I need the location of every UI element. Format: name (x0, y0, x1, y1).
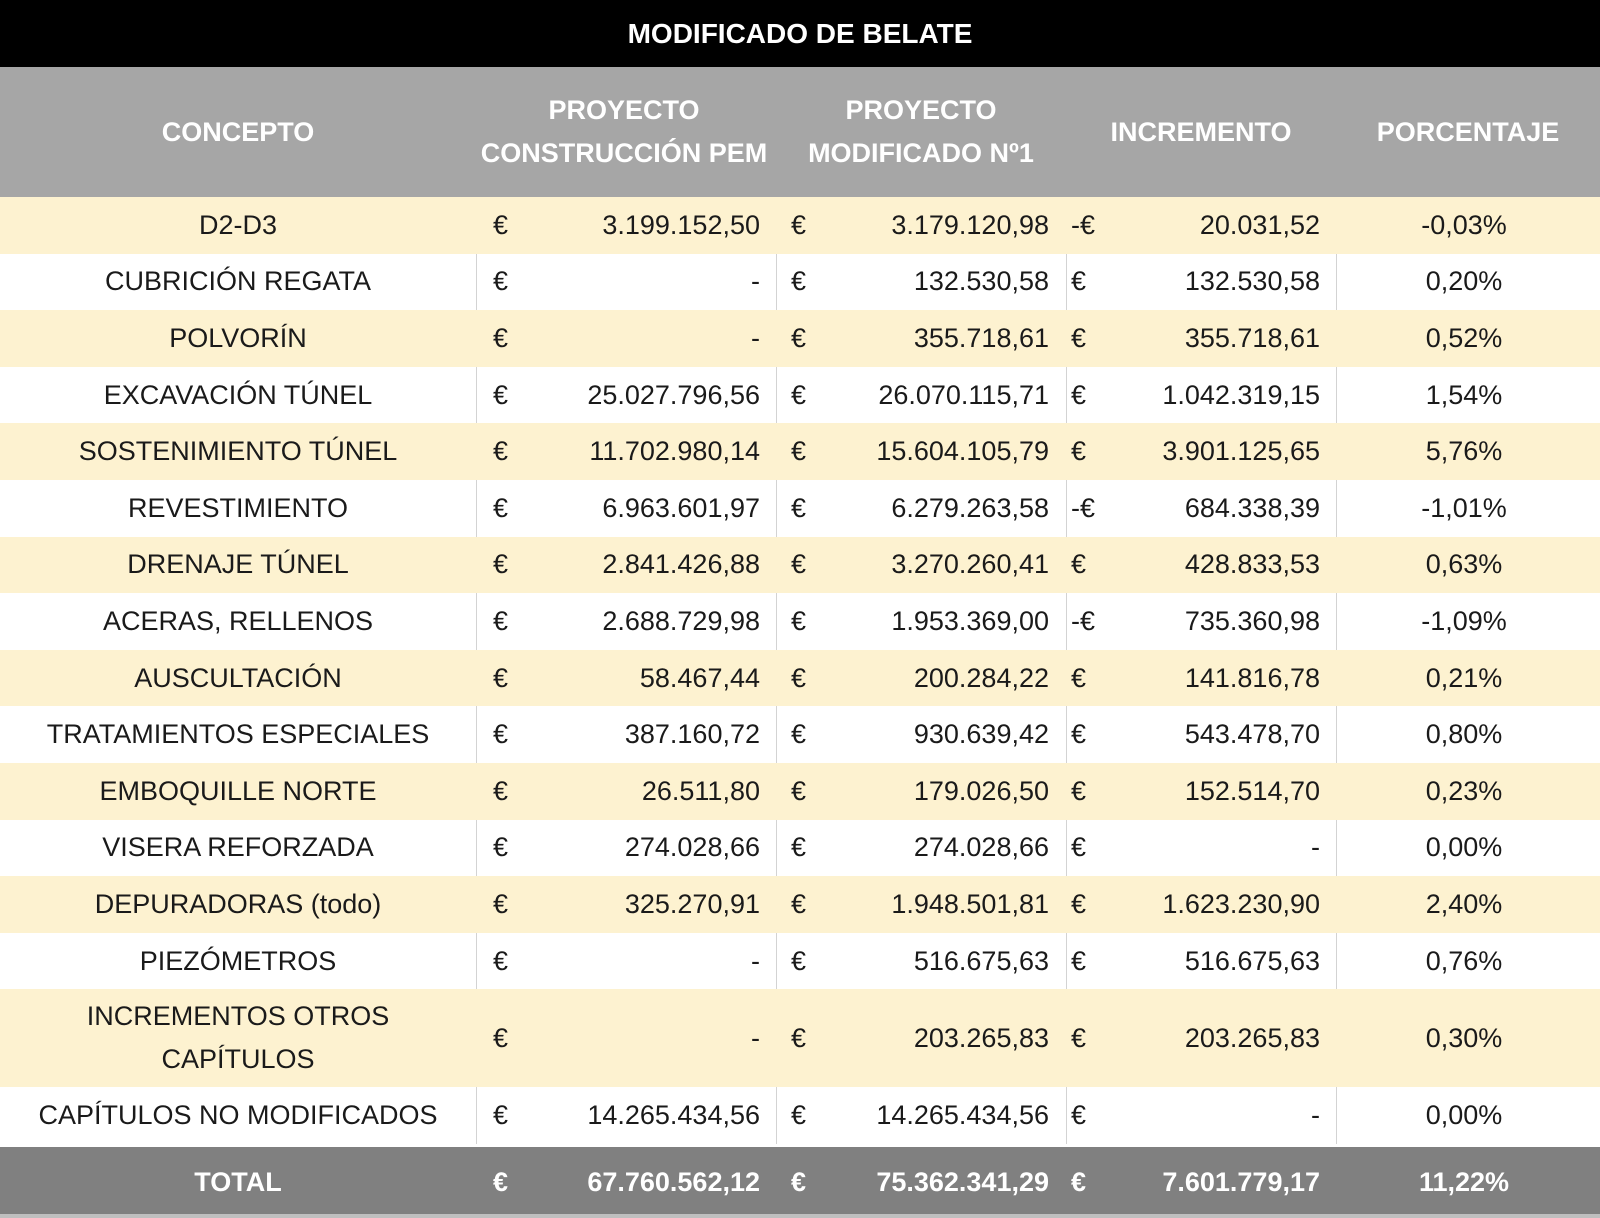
pem-value-cell: 26.511,80 (641, 775, 760, 806)
column-divider (776, 480, 777, 537)
total-currency-pem: € (493, 1167, 509, 1197)
total-mod-value: 75.362.341,29 (876, 1167, 1049, 1197)
currency-inc-cell: -€ (1071, 209, 1096, 240)
column-divider (1066, 706, 1067, 763)
pct-value-cell: 0,80% (1425, 719, 1503, 750)
header-mod-line2: MODIFICADO Nº1 (808, 138, 1034, 168)
total-pem-value: 67.760.562,12 (587, 1167, 760, 1197)
mod-value-cell: 930.639,42 (913, 719, 1049, 750)
bottom-border (0, 1214, 1600, 1218)
mod-value-cell: 203.265,83 (913, 1022, 1049, 1053)
column-divider (1066, 480, 1067, 537)
concepto-cell: DRENAJE TÚNEL (127, 549, 349, 580)
header-proyecto-modificado (776, 67, 1066, 197)
pem-value-cell: 2.688.729,98 (602, 605, 760, 636)
table-row (0, 876, 1600, 933)
column-divider (1066, 593, 1067, 650)
concepto-cell: VISERA REFORZADA (102, 832, 374, 863)
pem-value-cell: 3.199.152,50 (602, 209, 760, 240)
currency-pem-cell: € (493, 888, 509, 919)
table-row (0, 310, 1600, 367)
pct-value-cell: 0,63% (1425, 549, 1503, 580)
total-pct-value: 11,22% (1418, 1167, 1510, 1197)
currency-inc-cell: € (1071, 888, 1087, 919)
header-proyecto-construccion (476, 67, 772, 197)
pct-value-cell: 0,76% (1425, 945, 1503, 976)
column-divider (476, 933, 477, 990)
table-row (0, 706, 1600, 763)
table-row (0, 367, 1600, 424)
mod-value-cell: 6.279.263,58 (891, 492, 1049, 523)
pem-value-cell: 11.702.980,14 (589, 436, 760, 467)
table-row (0, 1087, 1600, 1144)
concepto-cell: PIEZÓMETROS (139, 945, 337, 976)
total-row (0, 1147, 1600, 1218)
mod-value-cell: 1.953.369,00 (891, 605, 1049, 636)
currency-inc-cell: € (1071, 662, 1087, 693)
currency-pem-cell: € (493, 549, 509, 580)
header-mod-line1: PROYECTO (845, 95, 997, 125)
pct-value-cell: 5,76% (1425, 436, 1503, 467)
pem-value-cell: 25.027.796,56 (587, 379, 760, 410)
currency-inc-cell: € (1071, 549, 1087, 580)
currency-inc-cell: € (1071, 1100, 1087, 1131)
currency-mod-cell: € (791, 379, 807, 410)
inc-value-cell: 203.265,83 (1184, 1022, 1320, 1053)
table-row (0, 254, 1600, 311)
column-divider (776, 820, 777, 877)
currency-pem-cell: € (493, 379, 509, 410)
mod-value-cell: 1.948.501,81 (891, 888, 1049, 919)
pct-value-cell: 0,52% (1425, 322, 1503, 353)
column-divider (776, 593, 777, 650)
pct-value-cell: 2,40% (1425, 888, 1503, 919)
table-row (0, 650, 1600, 707)
column-divider (476, 820, 477, 877)
concepto-cell: CAPÍTULOS NO MODIFICADOS (38, 1100, 438, 1131)
inc-value-cell: 132.530,58 (1184, 266, 1320, 297)
concepto-cell: POLVORÍN (169, 322, 307, 353)
table-row (0, 593, 1600, 650)
currency-inc-cell: € (1071, 379, 1087, 410)
pct-value-cell: -1,09% (1421, 605, 1507, 636)
mod-value-cell: 3.270.260,41 (891, 549, 1049, 580)
currency-pem-cell: € (493, 436, 509, 467)
pem-value-cell: 325.270,91 (624, 888, 760, 919)
column-divider (776, 367, 777, 424)
total-inc-value: 7.601.779,17 (1162, 1167, 1320, 1197)
pem-value-cell: 274.028,66 (624, 832, 760, 863)
table-row (0, 423, 1600, 480)
inc-value-cell: 3.901.125,65 (1162, 436, 1320, 467)
currency-inc-cell: -€ (1071, 492, 1096, 523)
pem-value-cell: 2.841.426,88 (602, 549, 760, 580)
currency-inc-cell: € (1071, 436, 1087, 467)
currency-mod-cell: € (791, 266, 807, 297)
inc-value-cell: 152.514,70 (1184, 775, 1320, 806)
column-divider (476, 1087, 477, 1144)
table-row (0, 820, 1600, 877)
currency-inc-cell: € (1071, 719, 1087, 750)
table-row (0, 480, 1600, 537)
currency-pem-cell: € (493, 945, 509, 976)
currency-mod-cell: € (791, 549, 807, 580)
inc-value-cell: 20.031,52 (1199, 209, 1320, 240)
pem-value-cell: - (751, 266, 760, 297)
concepto-cell: DEPURADORAS (todo) (94, 888, 382, 919)
column-divider (776, 1087, 777, 1144)
currency-inc-cell: € (1071, 322, 1087, 353)
inc-value-cell: 1.623.230,90 (1162, 888, 1320, 919)
currency-pem-cell: € (493, 832, 509, 863)
concepto-cell: D2-D3 (198, 209, 278, 240)
total-currency-mod: € (791, 1167, 807, 1197)
currency-pem-cell: € (493, 605, 509, 636)
column-divider (476, 480, 477, 537)
currency-pem-cell: € (493, 322, 509, 353)
currency-pem-cell: € (493, 775, 509, 806)
total-currency-inc: € (1071, 1167, 1087, 1197)
table-row (0, 989, 1600, 1087)
header-incremento: INCREMENTO (1110, 116, 1292, 147)
concepto-cell: CUBRICIÓN REGATA (104, 266, 372, 297)
currency-pem-cell: € (493, 1100, 509, 1131)
pct-value-cell: 0,30% (1425, 1022, 1503, 1053)
mod-value-cell: 179.026,50 (913, 775, 1049, 806)
currency-pem-cell: € (493, 662, 509, 693)
column-divider (476, 254, 477, 311)
table-title: MODIFICADO DE BELATE (0, 0, 1600, 67)
inc-value-cell: 141.816,78 (1184, 662, 1320, 693)
concepto-cell: EMBOQUILLE NORTE (99, 775, 377, 806)
currency-inc-cell: € (1071, 775, 1087, 806)
currency-inc-cell: € (1071, 266, 1087, 297)
column-divider (1066, 367, 1067, 424)
mod-value-cell: 200.284,22 (913, 662, 1049, 693)
pct-value-cell: 0,20% (1425, 266, 1503, 297)
pct-value-cell: 0,00% (1425, 832, 1503, 863)
column-divider (476, 367, 477, 424)
pem-value-cell: 58.467,44 (639, 662, 760, 693)
pct-value-cell: 1,54% (1425, 379, 1503, 410)
currency-mod-cell: € (791, 492, 807, 523)
pct-value-cell: 0,21% (1425, 662, 1503, 693)
concepto-cell: TRATAMIENTOS ESPECIALES (46, 719, 430, 750)
currency-pem-cell: € (493, 209, 509, 240)
table-row (0, 763, 1600, 820)
pem-value-cell: 387.160,72 (624, 719, 760, 750)
inc-value-cell: 428.833,53 (1184, 549, 1320, 580)
currency-mod-cell: € (791, 719, 807, 750)
mod-value-cell: 26.070.115,71 (878, 379, 1049, 410)
inc-value-cell: - (1311, 832, 1320, 863)
currency-inc-cell: -€ (1071, 605, 1096, 636)
currency-mod-cell: € (791, 888, 807, 919)
mod-value-cell: 355.718,61 (913, 322, 1049, 353)
column-divider (1066, 933, 1067, 990)
pct-value-cell: -1,01% (1421, 492, 1507, 523)
header-concepto: CONCEPTO (161, 116, 315, 147)
inc-value-cell: 1.042.319,15 (1162, 379, 1320, 410)
currency-mod-cell: € (791, 1100, 807, 1131)
currency-pem-cell: € (493, 266, 509, 297)
mod-value-cell: 274.028,66 (913, 832, 1049, 863)
inc-value-cell: 735.360,98 (1184, 605, 1320, 636)
header-pem-line2: CONSTRUCCIÓN PEM (480, 138, 768, 168)
pem-value-cell: 6.963.601,97 (602, 492, 760, 523)
pem-value-cell: - (751, 322, 760, 353)
currency-inc-cell: € (1071, 945, 1087, 976)
currency-mod-cell: € (791, 1022, 807, 1053)
column-divider (1066, 254, 1067, 311)
total-label: TOTAL (194, 1167, 282, 1197)
pem-value-cell: - (751, 1022, 760, 1053)
inc-value-cell: 355.718,61 (1184, 322, 1320, 353)
currency-mod-cell: € (791, 832, 807, 863)
currency-pem-cell: € (493, 492, 509, 523)
inc-value-cell: - (1311, 1100, 1320, 1131)
currency-mod-cell: € (791, 945, 807, 976)
inc-value-cell: 684.338,39 (1184, 492, 1320, 523)
column-divider (776, 254, 777, 311)
table-row (0, 933, 1600, 990)
pem-value-cell: - (751, 945, 760, 976)
column-divider (776, 706, 777, 763)
currency-mod-cell: € (791, 662, 807, 693)
currency-mod-cell: € (791, 209, 807, 240)
inc-value-cell: 516.675,63 (1184, 945, 1320, 976)
concepto-cell: INCREMENTOS OTROS CAPÍTULOS (86, 1001, 390, 1075)
currency-mod-cell: € (791, 322, 807, 353)
header-row (0, 67, 1600, 197)
currency-mod-cell: € (791, 775, 807, 806)
concepto-cell: ACERAS, RELLENOS (102, 605, 374, 636)
mod-value-cell: 15.604.105,79 (876, 436, 1049, 467)
mod-value-cell: 3.179.120,98 (891, 209, 1049, 240)
currency-pem-cell: € (493, 719, 509, 750)
pem-value-cell: 14.265.434,56 (587, 1100, 760, 1131)
concepto-cell: EXCAVACIÓN TÚNEL (103, 379, 373, 410)
mod-value-cell: 14.265.434,56 (876, 1100, 1049, 1131)
column-divider (776, 933, 777, 990)
column-divider (476, 706, 477, 763)
currency-inc-cell: € (1071, 832, 1087, 863)
concepto-cell: AUSCULTACIÓN (134, 662, 342, 693)
table-row (0, 537, 1600, 594)
column-divider (476, 593, 477, 650)
concepto-cell: REVESTIMIENTO (127, 492, 349, 523)
currency-mod-cell: € (791, 436, 807, 467)
header-porcentaje: PORCENTAJE (1376, 116, 1560, 147)
currency-pem-cell: € (493, 1022, 509, 1053)
currency-mod-cell: € (791, 605, 807, 636)
column-divider (1066, 1087, 1067, 1144)
currency-inc-cell: € (1071, 1022, 1087, 1053)
pct-value-cell: 0,00% (1425, 1100, 1503, 1131)
header-pem-line1: PROYECTO (548, 95, 700, 125)
pct-value-cell: 0,23% (1425, 775, 1503, 806)
mod-value-cell: 516.675,63 (913, 945, 1049, 976)
mod-value-cell: 132.530,58 (913, 266, 1049, 297)
table-row (0, 197, 1600, 254)
concepto-cell: SOSTENIMIENTO TÚNEL (78, 436, 398, 467)
inc-value-cell: 543.478,70 (1184, 719, 1320, 750)
pct-value-cell: -0,03% (1421, 209, 1507, 240)
column-divider (1066, 820, 1067, 877)
